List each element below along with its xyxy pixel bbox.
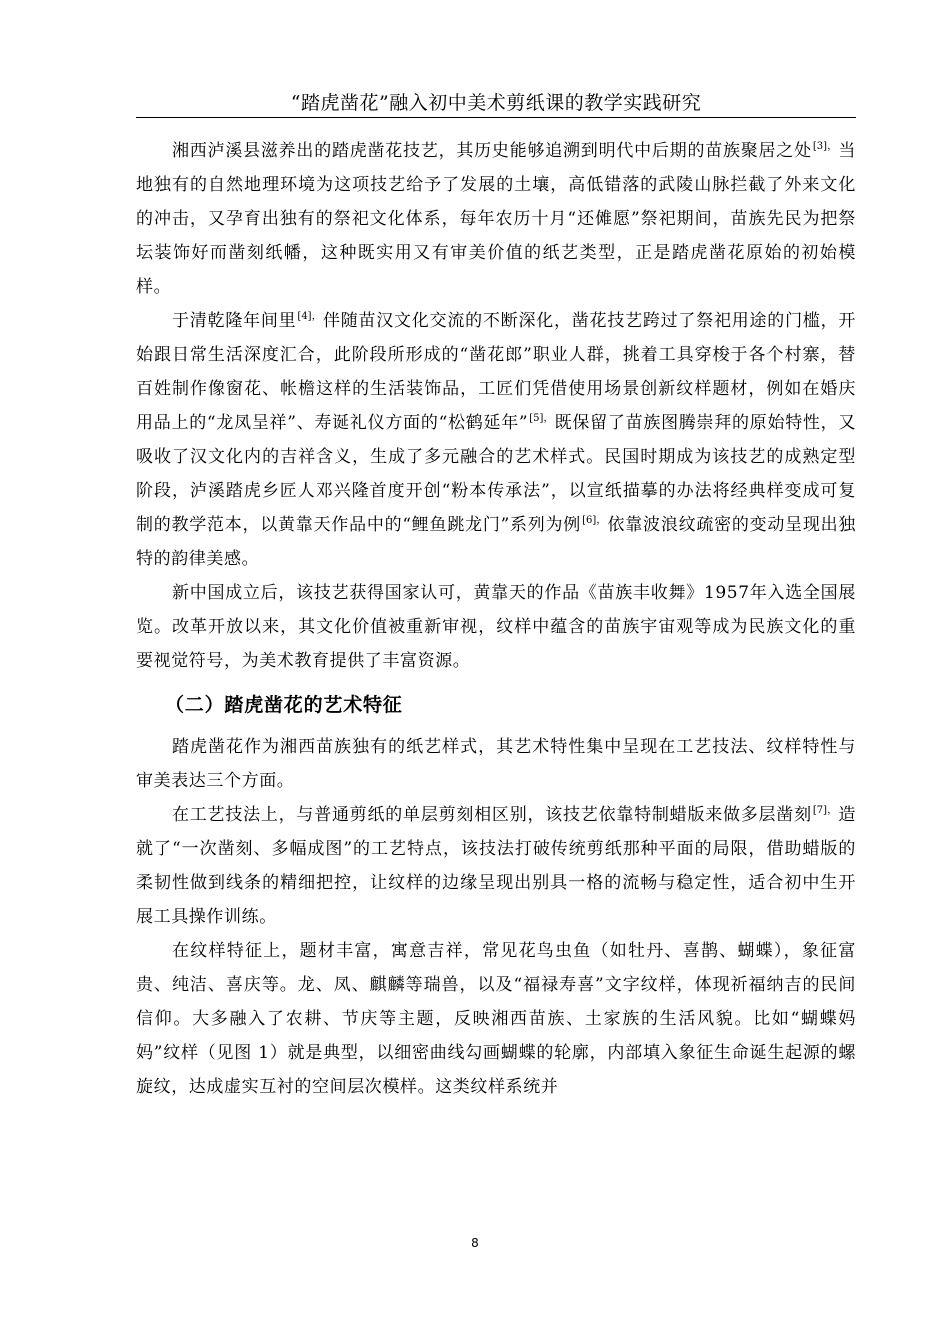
header-rule [136,117,856,118]
citation-3: [3]， [812,141,838,152]
paragraph-modern-era: 新中国成立后，该技艺获得国家认可，黄靠天的作品《苗族丰收舞》1957年入选全国展览。改革开放以来，其文化价值被重新审视，纹样中蕴含的苗族宇宙观等成为民族文化的重要视觉符号，为美术教育提供了丰富资源。 [136,583,856,671]
page-number: 8 [471,1236,479,1250]
paragraph-qing-development: 于清乾隆年间里$^{[4],}$伴随苗汉文化交流的不断深化，凿花技艺跨过了祭祀用途的门槛，开始跟日常生活深度汇合，此阶段所形成的“凿花郎”职业人群，挑着工具穿梭于各个村寨，替百姓制作像窗花、帐檐这样的生活装饰品，工匠们凭借使用场景创新纹样题材，例如在婚庆用品上的“龙凤呈祥”、寿诞礼仪方面的“松鹤延年”$^{[5],}$既保留了苗族图腾崇拜的原始特性，又吸收了汉文化内的吉祥含义，生成了多元融合的艺术样式。民国时期成为该技艺的成熟定型阶段，泸溪踏虎乡匠人邓兴隆首度开创“粉本传承法”，以宣纸描摹的办法将经典样变成可复制的教学范本，以黄靠天作品中的“鲤鱼跳龙门”系列为例$^{[6],}$依靠波浪纹疏密的变动呈现出独特的韵律美感。 [136,311,856,569]
paragraph-origin: 湘西泸溪县滋养出的踏虎凿花技艺，其历史能够追溯到明代中后期的苗族聚居之处$^{[3],}$当地独有的自然地理环境为这项技艺给予了发展的土壤，高低错落的武陵山脉拦截了外来文化的冲击，又孕育出独有的祭祀文化体系，每年农历十月“还傩愿”祭祀期间，苗族先民为把祭坛装饰好而凿刻纸幡，这种既实用又有审美价值的纸艺类型，正是踏虎凿花原始的初始模样。 [136,141,856,297]
section-heading: （二）踏虎凿花的艺术特征 [165,694,403,716]
paragraph-art-overview: 踏虎凿花作为湘西苗族独有的纸艺样式，其艺术特性集中呈现在工艺技法、纹样特性与审美表达三个方面。 [136,737,856,791]
citation-7: [7]， [812,805,838,816]
body-text [136,134,856,1104]
citation-4: [4]， [297,311,322,322]
citation-5: [5]， [529,413,554,424]
running-header: “踏虎凿花”融入初中美术剪纸课的教学实践研究 [290,92,702,114]
citation-6: [6]， [582,515,607,526]
paragraph-craft-technique: 在工艺技法上，与普通剪纸的单层剪刻相区别，该技艺依靠特制蜡版来做多层凿刻$^{[7],}$造就了“一次凿刻、多幅成图”的工艺特点，该技法打破传统剪纸那种平面的局限，借助蜡版的柔韧性做到线条的精细把控，让纹样的边缘呈现出别具一格的流畅与稳定性，适合初中生开展工具操作训练。 [136,805,856,927]
paragraph-pattern-features: 在纹样特征上，题材丰富，寓意吉祥，常见花鸟虫鱼（如牡丹、喜鹊、蝴蝶），象征富贵、纯洁、喜庆等。龙、凤、麒麟等瑞兽，以及“福禄寿喜”文字纹样，体现祈福纳吉的民间信仰。大多融入了农耕、节庆等主题，反映湘西苗族、土家族的生活风貌。比如“蝴蝶妈妈”纹样（见图 1）就是典型，以细密曲线勾画蝴蝶的轮廓，内部填入象征生命诞生起源的螺旋纹，达成虚实互衬的空间层次模样。这类纹样系统并 [136,941,856,1097]
